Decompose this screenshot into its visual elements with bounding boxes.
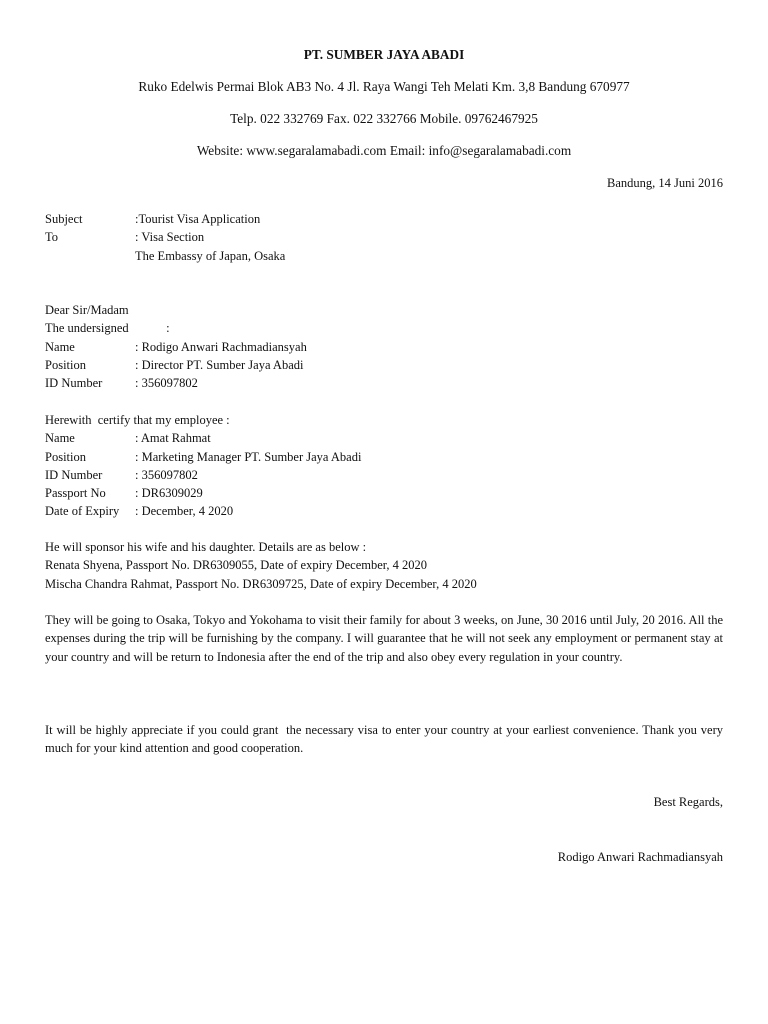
family-block: [45, 538, 723, 593]
subject-row: [45, 210, 723, 228]
letter-meta: [45, 210, 723, 265]
employee-passport-value: : DR6309029: [135, 486, 203, 501]
name-label: Name: [45, 339, 75, 354]
company-address: Ruko Edelwis Permai Blok AB3 No. 4 Jl. Raya Wangi Teh Melati Km. 3,8 Bandung 670977: [138, 79, 630, 94]
company-web: Website: www.segaralamabadi.com Email: info@segaralamabadi.com: [196, 143, 572, 158]
employee-name-row: [45, 429, 723, 447]
name-value: : Rodigo Anwari Rachmadiansyah: [135, 339, 307, 354]
employee-position-row: [45, 448, 723, 466]
employee-passport-label: Passport No: [45, 486, 106, 501]
employee-passport-row: [45, 484, 723, 502]
id-value: : 356097802: [135, 376, 198, 391]
company-contact: Telp. 022 332769 Fax. 022 332766 Mobile. 09762467925: [230, 111, 538, 126]
employee-name-value: : Amat Rahmat: [135, 431, 211, 446]
body-paragraph-2: It will be highly appreciate if you could grant the necessary visa to enter your country at your earliest convenience. Thank you very much for your kind attention and good cooperation.: [45, 723, 727, 756]
employee-id-value: : 356097802: [135, 467, 198, 482]
employee-intro: Herewith certify that my employee :: [45, 413, 230, 427]
employee-position-value: : Marketing Manager PT. Sumber Jaya Abadi: [135, 449, 362, 464]
closing-regards: Best Regards,: [653, 795, 723, 809]
letter-date: Bandung, 14 Juni 2016: [607, 176, 723, 190]
employee-position-label: Position: [45, 449, 86, 464]
employee-expiry-label: Date of Expiry: [45, 504, 120, 519]
employee-id-label: ID Number: [45, 467, 103, 482]
company-name: PT. SUMBER JAYA ABADI: [303, 47, 465, 62]
to-value: : Visa Section: [135, 230, 205, 245]
family-member-1: Renata Shyena, Passport No. DR6309055, Date of expiry December, 4 2020: [45, 558, 428, 573]
position-label: Position: [45, 357, 86, 372]
id-label: ID Number: [45, 376, 103, 391]
undersigned-id-row: [45, 374, 723, 392]
undersigned-position-row: [45, 356, 723, 374]
undersigned-line: The undersigned :: [45, 321, 170, 336]
salutation: Dear Sir/Madam: [45, 303, 129, 317]
signer-name: Rodigo Anwari Rachmadiansyah: [557, 850, 723, 864]
position-value: : Director PT. Sumber Jaya Abadi: [135, 357, 304, 372]
undersigned-block: [45, 301, 723, 392]
employee-expiry-value: : December, 4 2020: [135, 504, 234, 519]
body-paragraph-1: They will be going to Osaka, Tokyo and Yokohama to visit their family for about 3 weeks, on June, 30 2016 until July, 20 2016. All the expenses during the trip will be furnishing by the company. I will guarantee that he will not seek any employment or permanent stay at your country and will be return to Indonesia after the end of the trip and also obey every regulation in your country.: [45, 613, 723, 664]
undersigned-name-row: [45, 338, 723, 356]
employee-id-row: [45, 466, 723, 484]
subject-value: :Tourist Visa Application: [135, 212, 261, 226]
employee-block: [45, 411, 723, 521]
to-row-2: [45, 247, 723, 265]
to-row: [45, 228, 723, 246]
employee-name-label: Name: [45, 431, 75, 446]
to-label: To: [45, 230, 59, 245]
to-value-line2: The Embassy of Japan, Osaka: [135, 248, 286, 263]
family-intro: He will sponsor his wife and his daughter. Details are as below :: [45, 540, 367, 554]
subject-label: Subject: [45, 212, 83, 226]
family-member-2: Mischa Chandra Rahmat, Passport No. DR6309725, Date of expiry December, 4 2020: [45, 576, 477, 591]
employee-expiry-row: [45, 502, 723, 520]
